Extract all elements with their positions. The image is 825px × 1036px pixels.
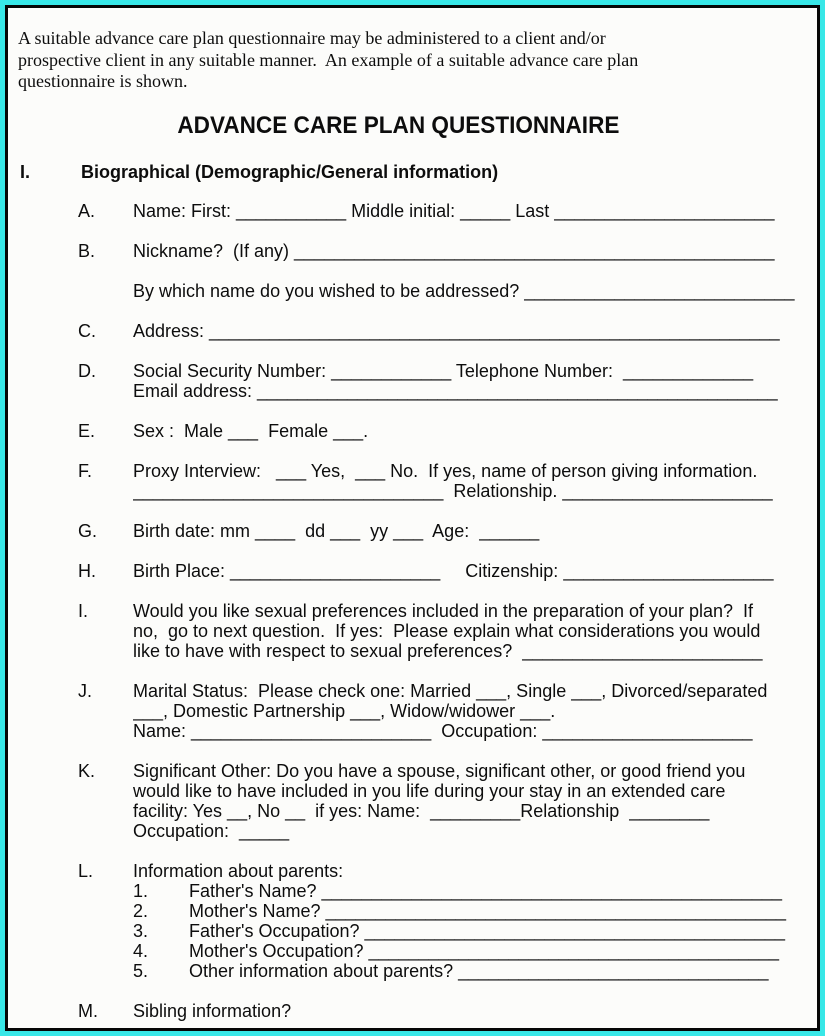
intro-line: A suitable advance care plan questionnaire may be administered to a client and/or — [18, 28, 606, 48]
form-line: Sibling information? — [133, 1000, 292, 1021]
parent-subitem-mothers-occupation — [133, 941, 801, 961]
item-letter: K. — [78, 760, 96, 781]
form-item-name — [78, 201, 801, 221]
section-heading — [8, 162, 817, 182]
form-line: Address: _________________________________________________________ — [133, 320, 780, 341]
form-line: Father's Occupation? __________________________________________ — [189, 920, 785, 941]
form-line: Father's Name? ______________________________________________ — [189, 880, 782, 901]
form-line: facility: Yes __, No __ if yes: Name: _________Relationship ________ — [133, 800, 710, 821]
item-letter: G. — [78, 520, 98, 541]
parent-subitem-fathers-occupation — [133, 921, 801, 941]
form-item-ssn-phone-email — [78, 361, 801, 401]
form-line: Email address: ____________________________________________________ — [133, 380, 778, 401]
form-line: Birth Place: _____________________ Citizenship: _____________________ — [133, 560, 774, 581]
form-line: Occupation: _____ — [133, 820, 290, 841]
section-numeral: I. — [20, 161, 31, 182]
questionnaire-page — [5, 5, 820, 1031]
form-line: Name: First: ___________ Middle initial: _____ Last ______________________ — [133, 200, 775, 221]
item-letter — [78, 281, 133, 301]
form-line: Information about parents: — [133, 860, 344, 881]
item-letter: I. — [78, 600, 89, 621]
form-item-sexual-preferences — [78, 601, 801, 661]
form-line: Sex : Male ___ Female ___. — [133, 420, 369, 441]
form-item-sex — [78, 421, 801, 441]
form-line: Nickname? (If any) ________________________________________________ — [133, 240, 775, 261]
form-line: ___, Domestic Partnership ___, Widow/widower ___. — [133, 700, 556, 721]
item-letter: H. — [78, 560, 96, 581]
form-line: Proxy Interview: ___ Yes, ___ No. If yes, name of person giving information. — [133, 460, 758, 481]
item-letter: F. — [78, 460, 93, 481]
form-item-birth-place — [78, 561, 801, 581]
item-letter: B. — [78, 240, 96, 261]
intro-line: questionnaire is shown. — [18, 71, 188, 91]
form-item-parents — [78, 861, 801, 981]
subitem-number: 4. — [133, 940, 149, 961]
form-line: _______________________________ Relationship. _____________________ — [133, 480, 773, 501]
form-item-proxy-interview — [78, 461, 801, 501]
form-line: no, go to next question. If yes: Please explain what considerations you would — [133, 620, 761, 641]
item-letter: A. — [78, 200, 96, 221]
parent-subitem-mothers-name — [133, 901, 801, 921]
form-line: would like to have included in you life during your stay in an extended care — [133, 780, 726, 801]
form-title: ADVANCE CARE PLAN QUESTIONNAIRE — [177, 111, 620, 139]
section-label: Biographical (Demographic/General information) — [81, 161, 499, 182]
form-body — [8, 201, 817, 1021]
subitem-number: 2. — [133, 900, 149, 921]
subitem-number: 1. — [133, 880, 149, 901]
parent-subitem-other-info — [133, 961, 801, 981]
form-line: Mother's Occupation? _________________________________________ — [189, 940, 779, 961]
form-line: Marital Status: Please check one: Married ___, Single ___, Divorced/separated — [133, 680, 768, 701]
item-letter: C. — [78, 320, 96, 341]
form-item-marital-status — [78, 681, 801, 741]
form-line: Would you like sexual preferences included in the preparation of your plan? If — [133, 600, 754, 621]
form-item-birth-date — [78, 521, 801, 541]
form-item-nickname — [78, 241, 801, 261]
form-line: Mother's Name? ______________________________________________ — [189, 900, 786, 921]
form-item-address — [78, 321, 801, 341]
item-letter: E. — [78, 420, 96, 441]
item-letter: M. — [78, 1000, 98, 1021]
parent-subitem-fathers-name — [133, 881, 801, 901]
item-letter: D. — [78, 360, 96, 381]
subitem-number: 5. — [133, 960, 149, 981]
form-item-significant-other — [78, 761, 801, 841]
form-line: Other information about parents? _______________________________ — [189, 960, 769, 981]
item-letter: J. — [78, 680, 93, 701]
form-line: Name: ________________________ Occupation: _____________________ — [133, 720, 753, 741]
form-line: By which name do you wished to be addressed? ___________________________ — [133, 280, 795, 301]
form-line: Social Security Number: ____________ Telephone Number: _____________ — [133, 360, 754, 381]
form-line: Significant Other: Do you have a spouse, significant other, or good friend you — [133, 760, 746, 781]
form-line: like to have with respect to sexual preferences? ________________________ — [133, 640, 763, 661]
form-item-siblings — [78, 1001, 801, 1021]
intro-paragraph — [18, 28, 803, 93]
form-line: Birth date: mm ____ dd ___ yy ___ Age: ______ — [133, 520, 540, 541]
form-item-addressed-as — [78, 281, 801, 301]
item-letter: L. — [78, 860, 94, 881]
intro-line: prospective client in any suitable manner. An example of a suitable advance care plan — [18, 49, 639, 70]
subitem-number: 3. — [133, 920, 149, 941]
